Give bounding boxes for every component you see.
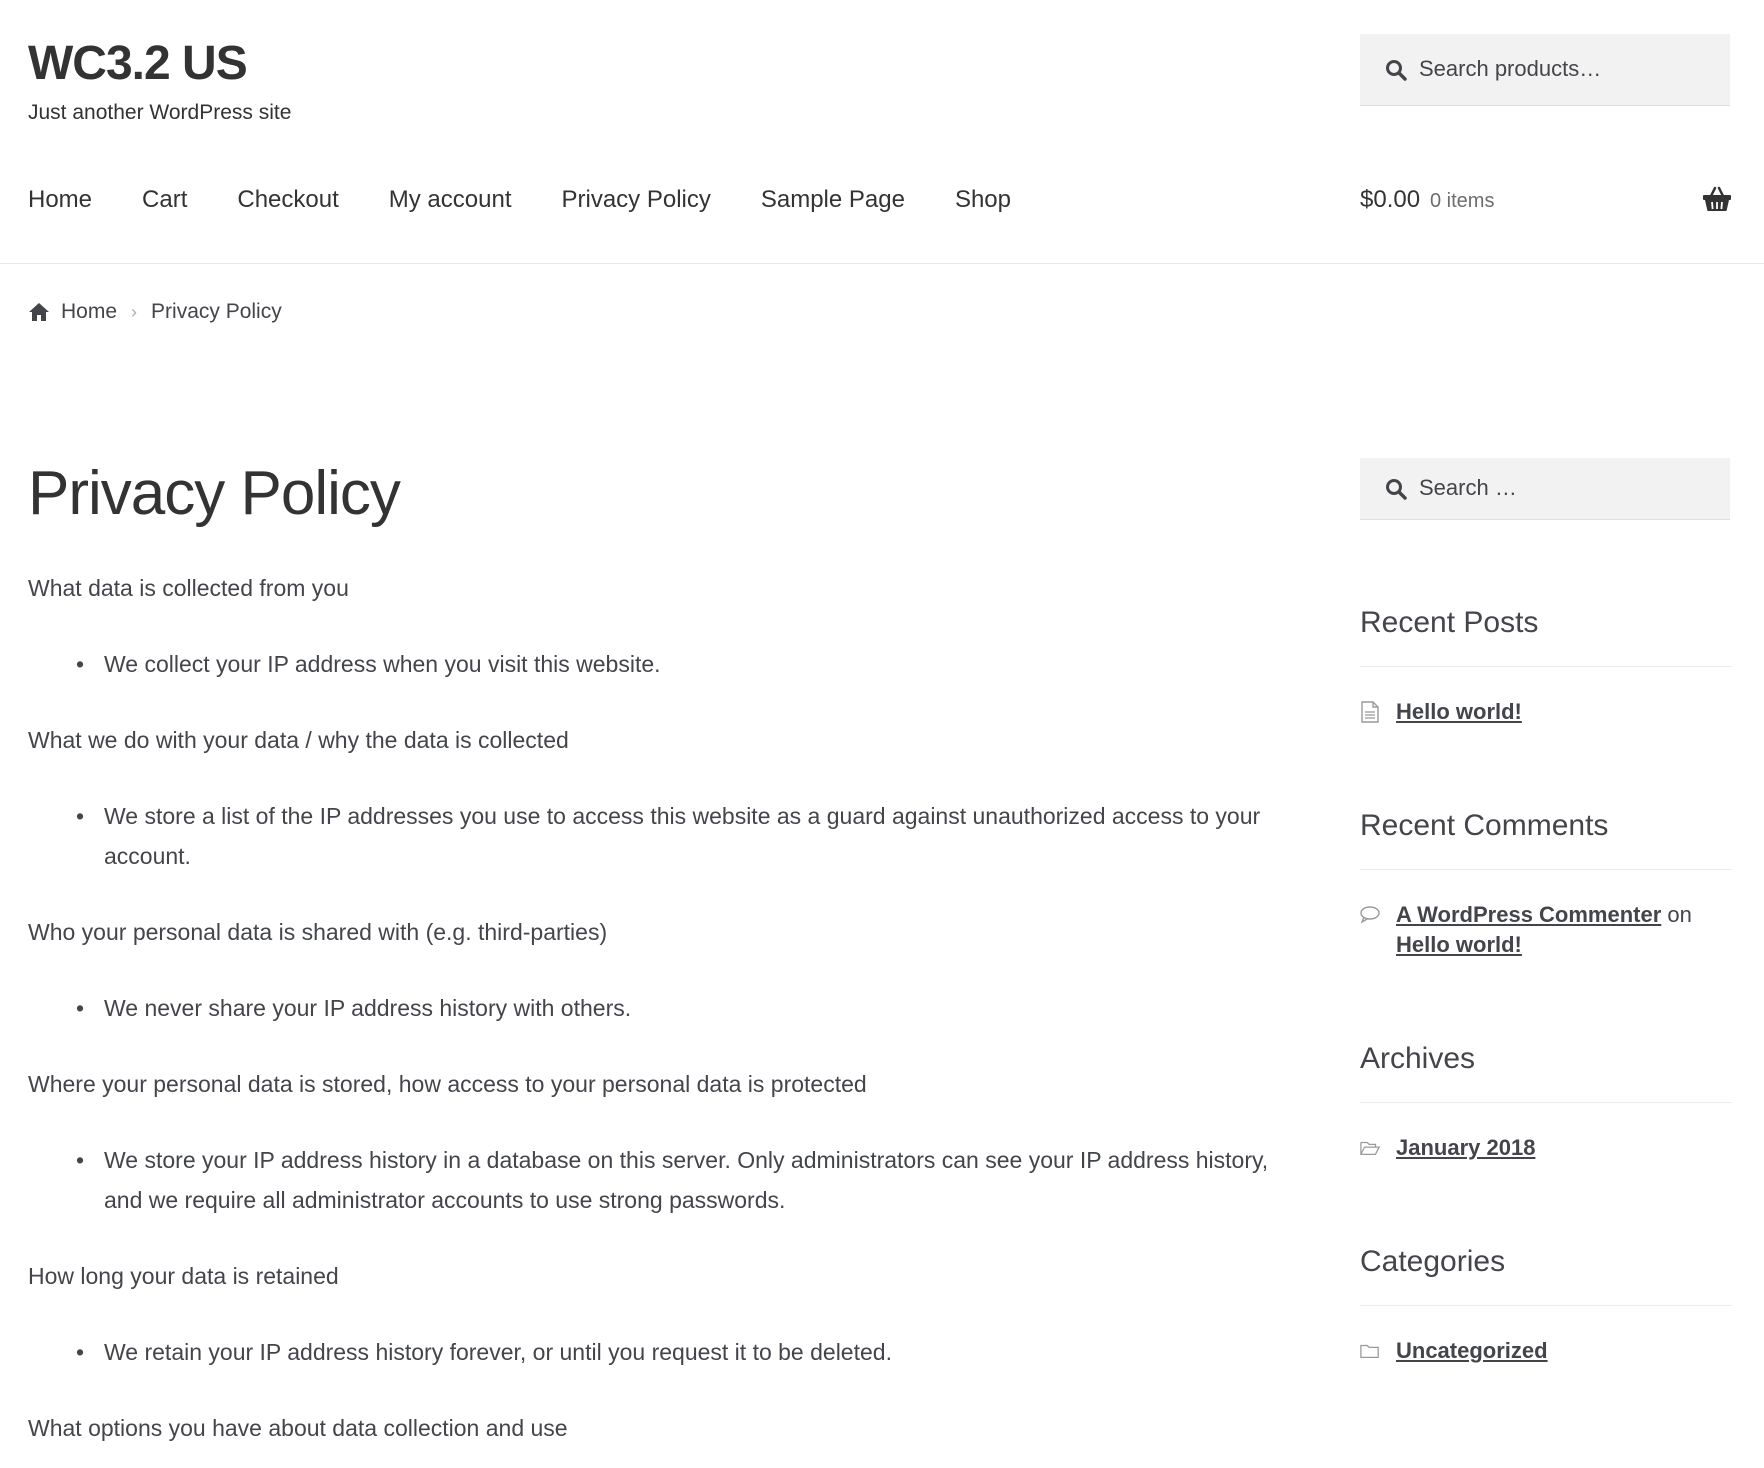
home-icon [28,302,50,322]
section-heading: Where your personal data is stored, how access to your personal data is protected [28,1071,867,1098]
comment-text [1396,900,1732,960]
page-content [28,460,1288,1468]
nav-item-cart[interactable]: Cart [142,186,188,213]
widget-title: Archives [1360,1042,1732,1103]
list-item: • We never share your IP address history with others. [76,988,1288,1028]
comment-icon [1360,904,1380,926]
search-icon [1384,58,1408,82]
sidebar [1360,458,1732,1366]
nav-item-home[interactable]: Home [28,186,93,213]
breadcrumb-current: Privacy Policy [151,300,282,323]
section-heading: What data is collected from you [28,575,349,602]
section-list [76,644,1288,684]
nav-item-my-account[interactable]: My account [388,186,512,213]
section-list [76,1332,1288,1372]
section-heading: What we do with your data / why the data is collected [28,727,569,754]
product-search-placeholder: Search products… [1419,56,1602,81]
document-icon [1360,701,1380,723]
nav-item-checkout[interactable]: Checkout [237,186,339,213]
site-header [0,0,1764,264]
list-item [1360,1336,1732,1366]
comment-on-label: on [1667,902,1692,927]
widget-title: Recent Comments [1360,809,1732,870]
list-item: • We collect your IP address when you visit this website. [76,644,1288,684]
section-list [76,1140,1288,1220]
section-list [76,988,1288,1028]
nav-item-shop[interactable]: Shop [954,186,1012,213]
page-title: Privacy Policy [28,459,400,528]
list-item [1360,900,1732,960]
section-list [76,796,1288,876]
widget-title: Recent Posts [1360,606,1732,667]
primary-nav [28,186,1061,214]
list-item: • We store your IP address history in a database on this server. Only administrators can see your IP address history, and we require all administrator accounts to use strong passwords. [76,1140,1288,1220]
section-heading: How long your data is retained [28,1263,339,1290]
section-heading: Who your personal data is shared with (e.g. third-parties) [28,919,608,946]
site-title[interactable]: WC3.2 US [28,37,247,90]
sidebar-search-input[interactable] [1360,458,1730,520]
cart-amount: $0.00 [1360,186,1421,213]
mini-cart[interactable] [1360,186,1732,218]
cart-count: 0 items [1430,190,1495,212]
comment-post-link[interactable]: Hello world! [1396,932,1522,957]
widget-categories [1360,1245,1732,1366]
section-heading: What options you have about data collection and use [28,1415,568,1442]
recent-post-link[interactable]: Hello world! [1396,699,1522,724]
breadcrumb [28,300,282,324]
product-search-input[interactable] [1360,34,1730,106]
chevron-right-icon: › [131,301,138,322]
list-item [1360,1133,1732,1163]
nav-item-privacy-policy[interactable]: Privacy Policy [561,186,711,213]
list-item: • We retain your IP address history forever, or until you request it to be deleted. [76,1332,1288,1372]
folder-open-icon [1360,1137,1380,1159]
site-tagline: Just another WordPress site [28,101,292,124]
folder-icon [1360,1340,1380,1362]
search-icon [1384,477,1408,501]
breadcrumb-home[interactable]: Home [61,300,118,323]
list-item: • We store a list of the IP addresses you use to access this website as a guard against unauthorized access to your account. [76,796,1288,876]
sidebar-search-placeholder: Search … [1419,475,1517,500]
comment-author-link[interactable]: A WordPress Commenter [1396,902,1662,927]
category-link[interactable]: Uncategorized [1396,1338,1548,1363]
widget-recent-comments [1360,809,1732,960]
widget-archives [1360,1042,1732,1163]
basket-icon [1702,184,1732,214]
nav-item-sample-page[interactable]: Sample Page [760,186,905,213]
widget-recent-posts [1360,606,1732,727]
widget-title: Categories [1360,1245,1732,1306]
list-item [1360,697,1732,727]
archive-link[interactable]: January 2018 [1396,1135,1536,1160]
